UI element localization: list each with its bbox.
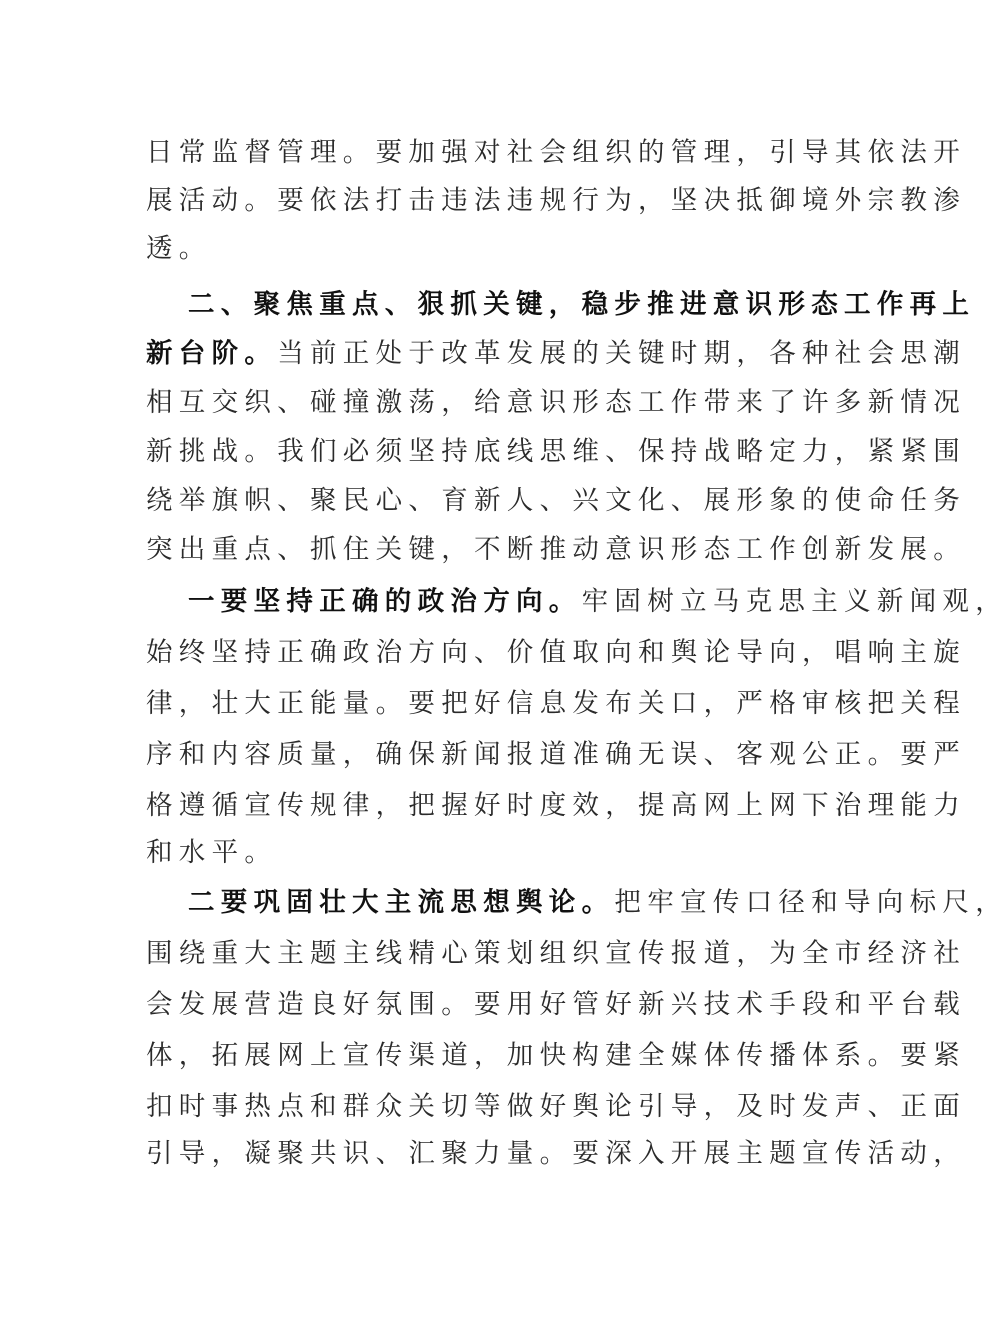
text-line: 新挑战。我们必须坚持底线思维、保持战略定力，紧紧围 bbox=[146, 436, 966, 467]
text-line: 展活动。要依法打击违法违规行为，坚决抵御境外宗教渗 bbox=[146, 185, 966, 216]
text-line: 格遵循宣传规律，把握好时度效，提高网上网下治理能力 bbox=[146, 790, 966, 821]
text-line: 新台阶。当前正处于改革发展的关键时期，各种社会思潮 bbox=[146, 338, 967, 369]
text-line: 引导，凝聚共识、汇聚力量。要深入开展主题宣传活动， bbox=[146, 1138, 966, 1169]
text-line: 体，拓展网上宣传渠道，加快构建全媒体传播体系。要紧 bbox=[146, 1040, 966, 1071]
section-heading: 二、聚焦重点、狠抓关键，稳步推进意识形态工作再上 bbox=[188, 289, 976, 320]
text-line: 相互交织、碰撞激荡，给意识形态工作带来了许多新情况 bbox=[146, 387, 966, 418]
text-line: 始终坚持正确政治方向、价值取向和舆论导向，唱响主旋 bbox=[146, 637, 966, 668]
text-line: 绕举旗帜、聚民心、育新人、兴文化、展形象的使命任务 bbox=[146, 485, 966, 516]
text-line: 突出重点、抓住关键，不断推动意识形态工作创新发展。 bbox=[146, 534, 966, 565]
text-line: 透。 bbox=[146, 233, 212, 264]
text-line: 围绕重大主题主线精心策划组织宣传报道，为全市经济社 bbox=[146, 938, 966, 969]
text-line: 律，壮大正能量。要把好信息发布关口，严格审核把关程 bbox=[146, 688, 966, 719]
text-line: 日常监督管理。要加强对社会组织的管理，引导其依法开 bbox=[146, 137, 966, 168]
subsection-heading: 二要巩固壮大主流思想舆论。把牢宣传口径和导向标尺， bbox=[188, 887, 1008, 918]
text-line: 扣时事热点和群众关切等做好舆论引导，及时发声、正面 bbox=[146, 1091, 966, 1122]
text-line: 和水平。 bbox=[146, 837, 278, 868]
text-line: 会发展营造良好氛围。要用好管好新兴技术手段和平台载 bbox=[146, 989, 966, 1020]
text-line: 序和内容质量，确保新闻报道准确无误、客观公正。要严 bbox=[146, 739, 966, 770]
subsection-heading: 一要坚持正确的政治方向。牢固树立马克思主义新闻观， bbox=[188, 586, 1008, 617]
